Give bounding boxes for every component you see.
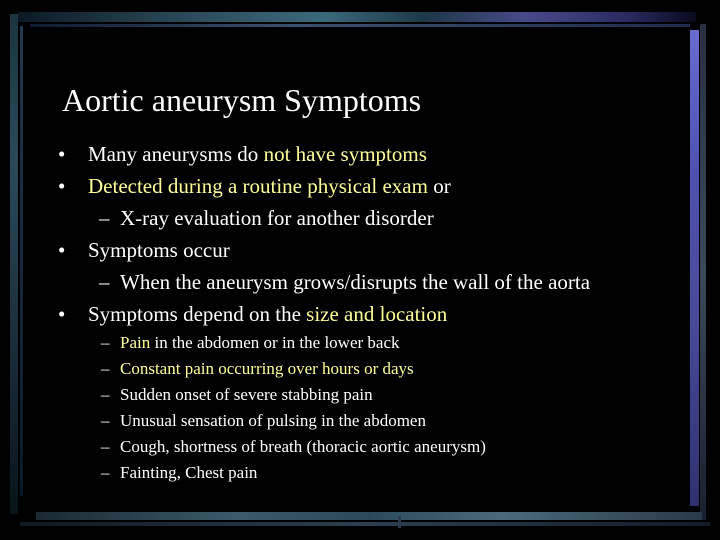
dash-marker: – (101, 333, 110, 352)
bullet-text: X-ray evaluation for another disorder (120, 206, 434, 230)
bullet-marker: • (58, 174, 66, 198)
bullet-item-level-3 (120, 333, 400, 353)
bullet-text: or (427, 174, 451, 198)
bullet-item-level-1 (88, 142, 427, 167)
frame-bar-right-inner (700, 24, 706, 520)
bullet-item-level-1 (88, 302, 447, 327)
dash-marker: – (101, 463, 110, 482)
slide-title: Aortic aneurysm Symptoms (62, 82, 422, 118)
bullet-item-level-2 (120, 206, 434, 231)
bullet-item-level-3 (120, 437, 486, 457)
bullet-item-level-2 (120, 270, 590, 295)
frame-bar-bottom (36, 512, 702, 520)
bullet-item-level-3 (120, 385, 373, 405)
bullet-marker: • (58, 238, 66, 262)
bullet-text: Cough, shortness of breath (thoracic aortic aneurysm) (120, 437, 486, 456)
highlight-text: Detected during a routine physical exam (88, 174, 428, 198)
dash-marker: – (99, 270, 110, 294)
highlight-text: Constant pain occurring over hours or days (120, 359, 414, 378)
bullet-text: Symptoms depend on the (88, 302, 307, 326)
bullet-text: When the aneurysm grows/disrupts the wall of the aorta (120, 270, 591, 294)
bullet-text: Unusual sensation of pulsing in the abdomen (120, 411, 426, 430)
bullet-item-level-3 (120, 411, 426, 431)
bullet-text: Fainting, Chest pain (120, 463, 258, 482)
highlight-text: Pain (120, 333, 151, 352)
bullet-item-level-3 (120, 463, 257, 483)
bullet-text: Sudden onset of severe stabbing pain (120, 385, 373, 404)
frame-bar-left (10, 14, 18, 514)
frame-bar-bottom-inner (20, 522, 710, 526)
dash-marker: – (99, 206, 110, 230)
bullet-text: in the abdomen or in the lower back (150, 333, 400, 352)
dash-marker: – (101, 359, 110, 378)
bullet-marker: • (58, 142, 66, 166)
highlight-text: size and location (306, 302, 448, 326)
frame-bar-right (690, 30, 699, 506)
bullet-text: Symptoms occur (88, 238, 230, 262)
bullet-item-level-3 (120, 359, 414, 379)
frame-tick-bottom (398, 516, 401, 528)
bullet-text: Many aneurysms do (88, 142, 264, 166)
bullet-item-level-1 (88, 238, 230, 263)
dash-marker: – (101, 385, 110, 404)
bullet-item-level-1 (88, 174, 451, 199)
frame-bar-top-inner (30, 24, 690, 27)
dash-marker: – (101, 437, 110, 456)
bullet-marker: • (58, 302, 66, 326)
frame-bar-left-inner (20, 26, 23, 496)
dash-marker: – (101, 411, 110, 430)
highlight-text: not have symptoms (263, 142, 427, 166)
frame-bar-top (18, 12, 696, 22)
